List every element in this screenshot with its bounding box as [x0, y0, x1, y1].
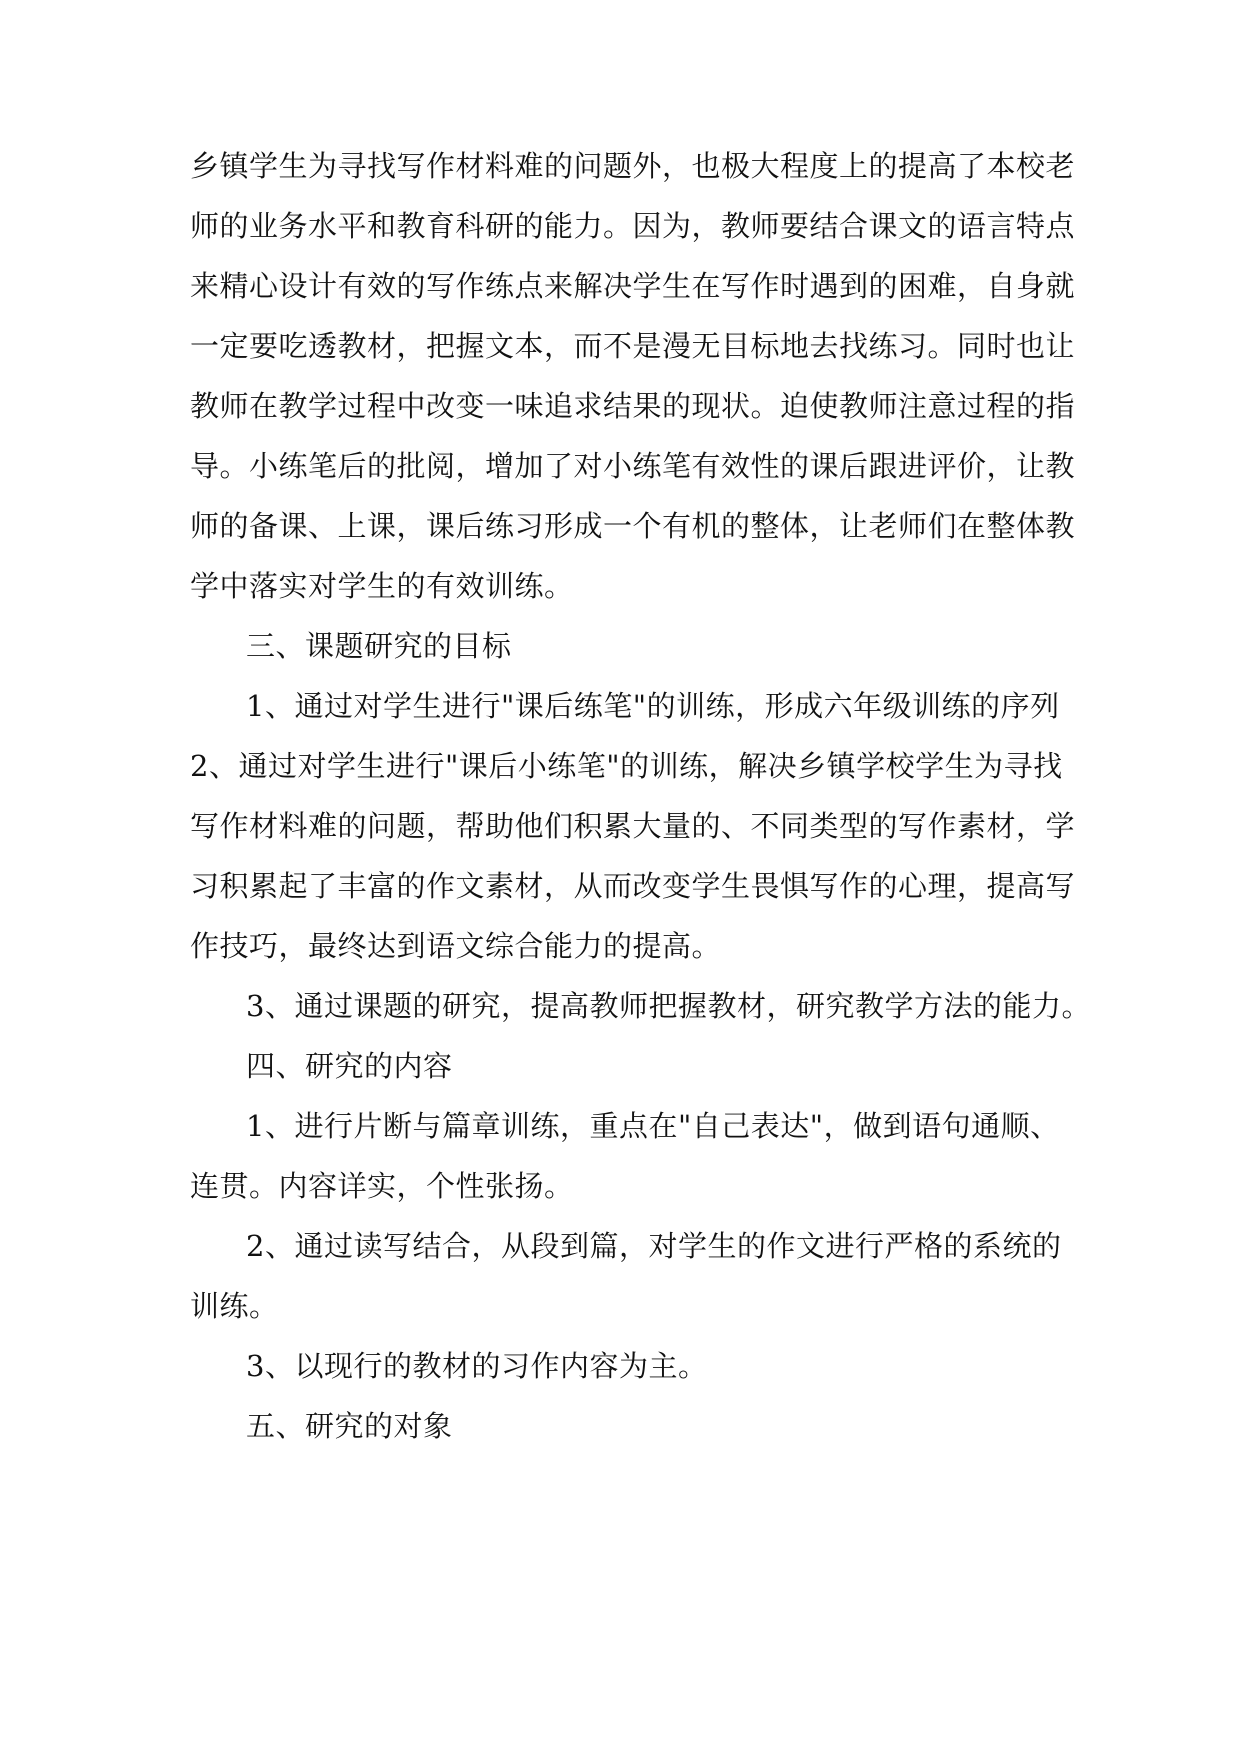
body-text-line: 师的备课、上课，课后练习形成一个有机的整体，让老师们在整体教	[190, 509, 1076, 543]
content-item-3: 3、以现行的教材的习作内容为主。	[246, 1349, 708, 1383]
goal-item-1: 1、通过对学生进行"课后练笔"的训练，形成六年级训练的序列	[246, 689, 1060, 723]
section-heading-content: 四、研究的内容	[246, 1049, 453, 1083]
body-text-line: 连贯。内容详实，个性张扬。	[190, 1169, 574, 1203]
body-text-line: 来精心设计有效的写作练点来解决学生在写作时遇到的困难，自身就	[190, 269, 1076, 303]
body-text-line: 教师在教学过程中改变一味追求结果的现状。迫使教师注意过程的指	[190, 389, 1076, 423]
body-text-line: 师的业务水平和教育科研的能力。因为，教师要结合课文的语言特点	[190, 209, 1076, 243]
body-text-line: 导。小练笔后的批阅，增加了对小练笔有效性的课后跟进评价，让教	[190, 449, 1076, 483]
body-text-line: 乡镇学生为寻找写作材料难的问题外，也极大程度上的提高了本校老	[190, 149, 1076, 183]
goal-item-2: 2、通过对学生进行"课后小练笔"的训练，解决乡镇学校学生为寻找	[190, 749, 1063, 783]
body-text-line: 习积累起了丰富的作文素材，从而改变学生畏惧写作的心理，提高写	[190, 869, 1076, 903]
section-heading-goals: 三、课题研究的目标	[246, 629, 512, 663]
body-text-line: 一定要吃透教材，把握文本，而不是漫无目标地去找练习。同时也让	[190, 329, 1076, 363]
body-text-line: 学中落实对学生的有效训练。	[190, 569, 574, 603]
section-heading-subjects: 五、研究的对象	[246, 1409, 453, 1443]
content-item-2: 2、通过读写结合，从段到篇，对学生的作文进行严格的系统的	[246, 1229, 1062, 1263]
body-text-line: 训练。	[190, 1289, 279, 1323]
body-text-line: 作技巧，最终达到语文综合能力的提高。	[190, 929, 722, 963]
body-text-line: 写作材料难的问题，帮助他们积累大量的、不同类型的写作素材，学	[190, 809, 1076, 843]
content-item-1: 1、进行片断与篇章训练，重点在"自己表达"，做到语句通顺、	[246, 1109, 1060, 1143]
goal-item-3: 3、通过课题的研究，提高教师把握教材，研究教学方法的能力。	[246, 989, 1091, 1023]
